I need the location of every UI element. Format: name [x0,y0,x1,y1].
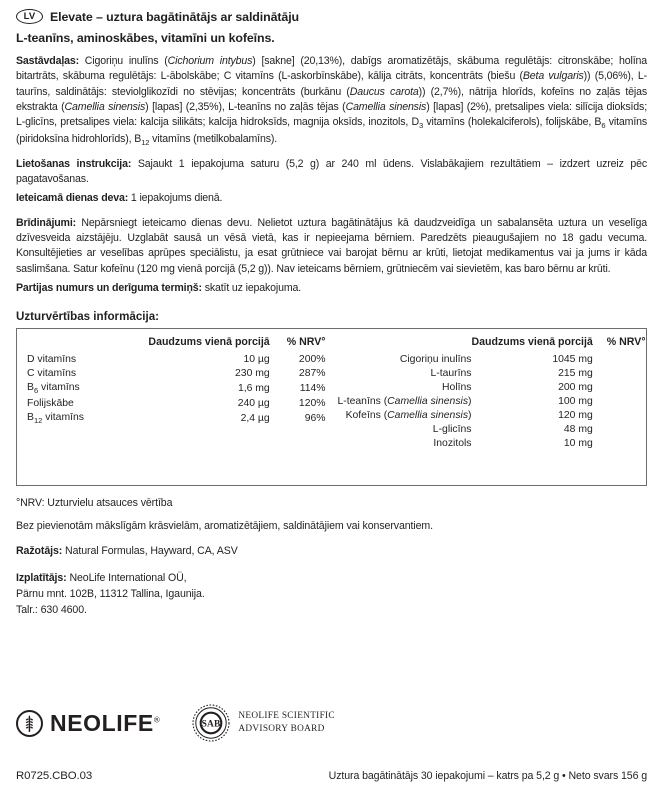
warnings-paragraph [16,216,647,277]
nutrient-name: C vitamīns [27,367,77,379]
ingredients-text: Cigoriņu inulīns (Cichorium intybus) [sakne] (20,13%), dabīgs aromatizētājs, skābuma regulētājs: citronskābe; holīna bitartrāts, skābuma regulētājs: L-ābolskābe; C vitamīns (L-askorbīnskābe), kālija citrāts, koncentrāts (biešu (Beta vulgaris)) (5,06%), L-taurīns, saldinātājs: steviolglikozīdi no stēvijas; koncentrāts (burkānu (Daucus carota)) (2,7%), nātrija hlorīds, kofeīns no zaļās tējas ekstrakta (Camellia sinensis) [lapas] (2,35%), L-teanīns no zaļās tējas (Camellia sinensis) [lapas] (2%), pretsalipes viela: silīcija dioksīds; L-glicīns, pretsalipes viela: kalcija silikāts; kalcija hidroksīds, magnija oksīds, inozitols, $D_3$ vitamīns (holekalciferols), folijskābe, $B_6$ vitamīns (piridoksīna hidrohlorīds), $B_{12}$ vitamīns (metilkobalamīns). [16,55,648,147]
daily-dose-paragraph [16,191,647,206]
distributor-phone: Talr.: 630 4600. [16,604,87,617]
table-row [27,380,332,396]
nutrition-table [16,328,647,486]
sab-logo [192,704,335,742]
no-additives-note: Bez pievienotām mākslīgām krāsvielām, aromatizētājiem, saldinātājiem vai konservantiem. [16,519,433,532]
nutrient-amount: 2,4 µg [240,412,270,424]
registered-mark-icon: ® [153,714,161,724]
nrv-footnote: °NRV: Uzturvielu atsauces vērtība [16,496,173,509]
col-blank-right [338,335,472,353]
directions-label: Lietošanas instrukcija: [16,157,132,170]
nutrient-name: Inozitols [433,437,472,449]
distributor-block [16,571,647,619]
table-row [27,410,332,426]
nutrition-heading: Uzturvērtības informācija: [16,309,160,323]
bottom-bar [16,770,647,782]
col-amount-right: Daudzums vienā porcijā [471,336,593,349]
nutrient-name: Kofeīns (Camellia sinensis) [345,409,472,421]
nutrient-name: L-glicīns [432,423,472,435]
nutrient-amount: 240 µg [237,397,270,409]
nutrient-amount: 215 mg [558,367,593,379]
warnings-text: Nepārsniegt ieteicamo dienas devu. Nelietot uztura bagātinātājus kā daudzveidīga un sabalansēta uztura un veselīga dzīvesveida aizstājēju. Uzglabāt sausā un vēsā vietā, kas ir nepieejama bērniem. Paredzēts pieaugušajiem no 18 gadu vecuma. Konsultējieties ar veselības aprūpes speciālistu, ja esat grūtniece vai barojat bērnu ar krūti, lietojat medikamentus vai ja jums ir kāda saslimšana. Satur kofeīnu (120 mg vienā porcijā (5,2 g)). Nav ieteicams bērniem, grūtniecēm vai sievietēm, kas baro bērnu ar krūti. [16,216,647,275]
product-code: R0725.CBO.03 [16,770,93,782]
table-row [338,380,648,394]
batch-label: Partijas numurs un derīguma termiņš: [16,282,202,295]
nutrient-nrv [607,352,648,366]
nutrient-name: L-teanīns (Camellia sinensis) [337,395,472,407]
nutrient-nrv [607,422,648,436]
wheat-icon [16,710,43,737]
nutrient-nrv: 96% [304,412,326,424]
nutrient-nrv: 120% [298,397,326,409]
batch-paragraph [16,281,647,296]
nutrition-table-left [27,335,332,475]
sab-line-2: ADVISORY BOARD [238,724,325,734]
col-blank-left [27,335,148,353]
nutrition-table-right [332,335,646,475]
page-title: Elevate – uztura bagātinātājs ar saldinātāju [50,9,300,24]
sab-seal-icon [192,704,230,742]
table-row [338,366,648,380]
nutrient-amount: 1045 mg [552,353,593,365]
distributor-address: Pärnu mnt. 102B, 11312 Tallina, Igaunija. [16,588,205,601]
neolife-logo [16,710,160,737]
nutrient-name: $B_{12}$ vitamīns [27,411,84,425]
directions-text: Sajaukt 1 iepakojuma saturu (5,2 g) ar 240 ml ūdens. Vislabākajiem rezultātiem – izdzert uzreiz pēc pagatavošanas. [16,157,648,186]
nutrient-name: $B_6$ vitamīns [27,381,80,395]
distributor-name-line [16,571,647,587]
table-row [338,436,648,450]
nutrition-right-body [338,352,648,450]
table-row [27,366,332,380]
nutrient-amount: 10 mg [563,437,593,449]
nutrient-name: Folijskābe [27,397,74,409]
table-row [27,396,332,410]
col-nrv-right: % NRV° [606,336,646,349]
nutrient-amount: 10 µg [243,353,270,365]
directions-paragraph [16,157,647,188]
nutrient-nrv [607,394,648,408]
nutrient-nrv [607,380,648,394]
table-header-row [338,335,648,353]
nutrition-left-body [27,352,332,426]
logo-row [16,704,335,742]
ingredients-label: Sastāvdaļas: [16,55,79,67]
nutrient-name: Holīns [442,381,472,393]
nutrient-amount: 100 mg [558,395,593,407]
net-weight-text: Uztura bagātinātājs 30 iepakojumi – katrs pa 5,2 g • Neto svars 156 g [328,770,647,782]
nutrient-nrv [607,436,648,450]
sab-line-1: NEOLIFE SCIENTIFIC [238,711,335,722]
table-row [338,352,648,366]
nutrient-nrv: 200% [298,353,326,365]
daily-dose-text: 1 iepakojums dienā. [130,192,223,205]
distributor-label: Izplatītājs: [16,572,67,585]
table-row [338,422,648,436]
nutrient-amount: 200 mg [558,381,593,393]
page-subtitle: L-teanīns, aminoskābes, vitamīni un kofeīns. [16,31,275,45]
daily-dose-label: Ieteicamā dienas deva: [16,192,129,205]
sab-wordmark [238,710,335,735]
ingredients-paragraph [16,54,647,148]
distributor-name: NeoLife International OÜ, [69,572,187,585]
nutrient-nrv: 114% [299,382,326,394]
nutrient-name: D vitamīns [27,353,77,365]
nutrient-nrv [607,408,648,422]
nutrient-amount: 1,6 mg [237,382,270,394]
svg-text:SAB: SAB [201,719,221,730]
header-title-row [16,0,647,24]
manufacturer-label: Ražotājs: [16,544,63,557]
nutrient-name: L-taurīns [430,367,472,379]
manufacturer-text: Natural Formulas, Hayward, CA, ASV [65,544,238,557]
table-header-row [27,335,332,353]
nutrient-amount: 230 mg [235,367,270,379]
table-row [27,352,332,366]
nutrient-amount: 120 mg [558,409,593,421]
table-row [338,394,648,408]
col-amount-left: Daudzums vienā porcijā [148,336,270,349]
nutrient-amount: 48 mg [563,423,593,435]
manufacturer-line [16,544,647,560]
neolife-wordmark: NEOLIFE® [50,709,161,736]
nutrient-nrv: 287% [298,367,326,379]
nutrient-name: Cigoriņu inulīns [399,353,472,365]
warnings-label: Brīdinājumi: [16,216,76,229]
nutrient-nrv [607,366,648,380]
batch-text: skatīt uz iepakojuma. [204,282,302,295]
language-badge: LV [16,9,43,24]
col-nrv-left: % NRV° [286,336,326,349]
table-row [338,408,648,422]
